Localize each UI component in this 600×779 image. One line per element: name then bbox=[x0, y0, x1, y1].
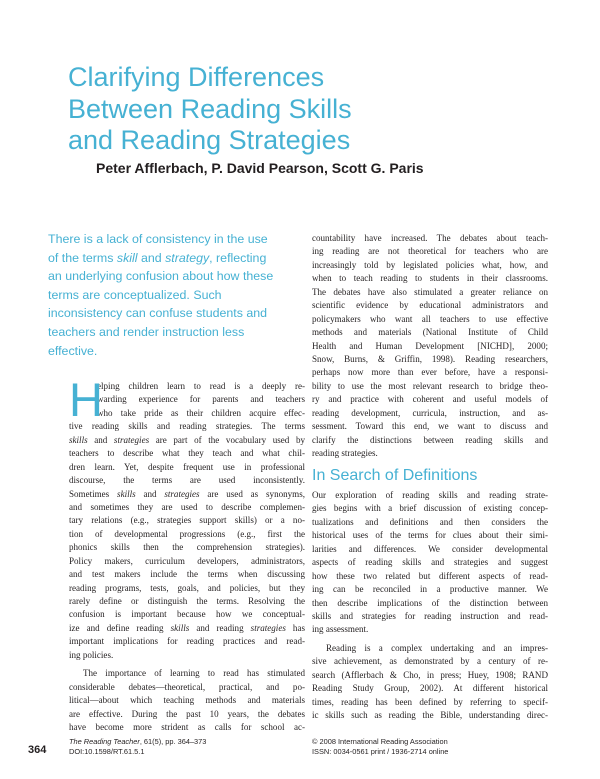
lead-paragraph bbox=[48, 230, 308, 360]
body-line: increasingly told by legislated policies what, how, and bbox=[312, 259, 548, 270]
lead-line: teachers and render instruction less bbox=[48, 324, 245, 339]
doi: DOI:10.1598/RT.61.5.1 bbox=[69, 747, 145, 756]
body-line: gies begins with a brief discussion of existing concep- bbox=[312, 503, 548, 514]
body-line: ing reading are not theoretical for teachers who are bbox=[312, 246, 548, 257]
issn: ISSN: 0034-0561 print / 1936-2714 online bbox=[312, 747, 449, 756]
body-line: teachers to describe what they teach and what chil- bbox=[69, 448, 305, 459]
body-line: then describe implications of the distinction between bbox=[312, 597, 548, 608]
lead-line: terms are conceptualized. Such bbox=[48, 287, 222, 302]
body-line: Policy makers, curriculum developers, administrators, bbox=[69, 555, 305, 566]
body-line: times, reading has been defined by referring to specif- bbox=[312, 696, 548, 707]
body-line: and sometimes they are used to describe complemen- bbox=[69, 501, 305, 512]
body-line: Sometimes skills and strategies are used as synonyms, bbox=[69, 488, 305, 499]
body-line: clarify the distinctions between reading skills and bbox=[312, 434, 548, 445]
body-line: historical uses of the terms for clues about their simi- bbox=[312, 530, 548, 541]
body-line: bility to use the most relevant research to bridge theo- bbox=[312, 380, 548, 391]
footer-copyright bbox=[312, 737, 448, 757]
body-line: rarely define or distinguish the terms. Resolving the bbox=[69, 596, 305, 606]
section-heading: In Search of Definitions bbox=[312, 467, 478, 484]
body-line: ize and define reading skills and reading strategies has bbox=[69, 622, 305, 633]
body-column-left bbox=[69, 373, 305, 734]
body-line: ing policies. bbox=[69, 649, 114, 660]
body-line: search (Afflerbach & Cho, in press; Huey, 1908; RAND bbox=[312, 669, 548, 680]
body-line: ry and practice with coherent and useful models of bbox=[312, 394, 548, 405]
body-line: tary relations (e.g., strategies support skills) or a no- bbox=[69, 515, 305, 526]
body-line: Snow, Burns, & Griffin, 1998). Reading researchers, bbox=[312, 353, 548, 364]
body-line: tualizations and definitions and then considers the bbox=[312, 516, 548, 527]
body-line: considerable debates—theoretical, practical, and po- bbox=[69, 681, 305, 692]
drop-cap: H bbox=[69, 373, 103, 426]
body-line: litical—about which teaching methods and materials bbox=[69, 695, 305, 706]
body-line: reading strategies. bbox=[312, 448, 378, 458]
body-line: Reading Study Group, 2002). At different historical bbox=[312, 683, 548, 694]
body-line: reading development, curricula, instruction, and as- bbox=[312, 407, 548, 418]
body-line: methods and materials (National Institute of Child bbox=[312, 327, 548, 338]
body-line: The debates have also stimulated a greater reliance on bbox=[312, 286, 548, 297]
body-line: discourse, the terms are used inconsistently. bbox=[69, 475, 305, 486]
copyright-notice: © 2008 International Reading Association bbox=[312, 737, 448, 746]
body-line: skills and strategies are part of the vocabulary used by bbox=[69, 434, 305, 445]
body-line: who take pride as their children acquire effec- bbox=[97, 407, 305, 418]
body-line: tive reading skills and reading strategies. The terms bbox=[69, 421, 305, 432]
body-line: confusion is important because how we conceptual- bbox=[69, 609, 305, 620]
author-list: Peter Afflerbach, P. David Pearson, Scott G. Paris bbox=[96, 160, 424, 176]
body-line: Our exploration of reading skills and reading strate- bbox=[312, 490, 548, 500]
body-line: scientific evidence by educational administrators and bbox=[312, 300, 548, 311]
body-line: dren learn. Yet, despite frequent use in professional bbox=[69, 461, 305, 472]
lead-line: There is a lack of consistency in the use bbox=[48, 232, 268, 246]
body-column-right-section bbox=[312, 489, 548, 722]
body-line: how these two related but different aspects of read- bbox=[312, 570, 548, 581]
body-line: ing can be reconciled in a productive manner. We bbox=[312, 584, 548, 595]
body-line: tion of developmental progressions (e.g., first the bbox=[69, 528, 305, 539]
title-line: Clarifying Differences bbox=[68, 62, 325, 92]
body-line: ing assessment. bbox=[312, 624, 369, 635]
body-line: skills and strategies for reading instruction and read- bbox=[312, 610, 548, 621]
body-line: when to teach reading to students in their classrooms. bbox=[312, 273, 548, 284]
body-line: The importance of learning to read has stimulated bbox=[83, 668, 305, 679]
lead-line: inconsistency can confuse students and bbox=[48, 306, 268, 321]
journal-citation: The Reading Teacher, 61(5), pp. 364–373 bbox=[69, 737, 207, 746]
body-line: Reading is a complex undertaking and an impres- bbox=[326, 642, 548, 653]
title-line: and Reading Strategies bbox=[68, 125, 351, 155]
page-number: 364 bbox=[28, 744, 47, 756]
body-line: perhaps now more than ever before, have a responsi- bbox=[312, 367, 548, 378]
body-column-right bbox=[312, 232, 548, 460]
body-line: sessment. Toward this end, we want to discuss and bbox=[312, 421, 548, 432]
body-line: phonics skills then the comprehension strategies). bbox=[69, 542, 305, 553]
body-line: ic skills such as reading the Bible, understanding direc- bbox=[312, 710, 548, 720]
body-line: policymakers who want all teachers to use effective bbox=[312, 313, 548, 324]
body-line: are effective. During the past 10 years, the debates bbox=[69, 708, 305, 719]
article-title bbox=[68, 62, 528, 157]
title-line: Between Reading Skills bbox=[68, 93, 352, 124]
body-line: aspects of reading skills and strategies and suggest bbox=[312, 557, 548, 568]
body-line: larities and differences. We consider developmental bbox=[312, 543, 548, 554]
lead-line: of the terms skill and strategy, reflecting bbox=[48, 250, 267, 265]
body-line: elping children learn to read is a deeply re- bbox=[97, 381, 305, 391]
body-line: reading programs, tests, goals, and policies, but they bbox=[69, 582, 305, 593]
body-line: Health and Human Development [NICHD], 2000; bbox=[312, 340, 548, 351]
lead-line: an underlying confusion about how these bbox=[48, 269, 274, 284]
body-line: important implications for reading practices and read- bbox=[69, 636, 305, 647]
body-line: and test makers include the terms when discussing bbox=[69, 569, 305, 580]
body-line: countability have increased. The debates about teach- bbox=[312, 233, 548, 243]
body-line: have become more strident as calls for school ac- bbox=[69, 721, 305, 732]
body-line: warding experience for parents and teachers bbox=[97, 394, 305, 405]
lead-line: effective. bbox=[48, 343, 98, 358]
footer-citation bbox=[69, 737, 206, 757]
body-line: sive achievement, as demonstrated by a century of re- bbox=[312, 656, 548, 667]
